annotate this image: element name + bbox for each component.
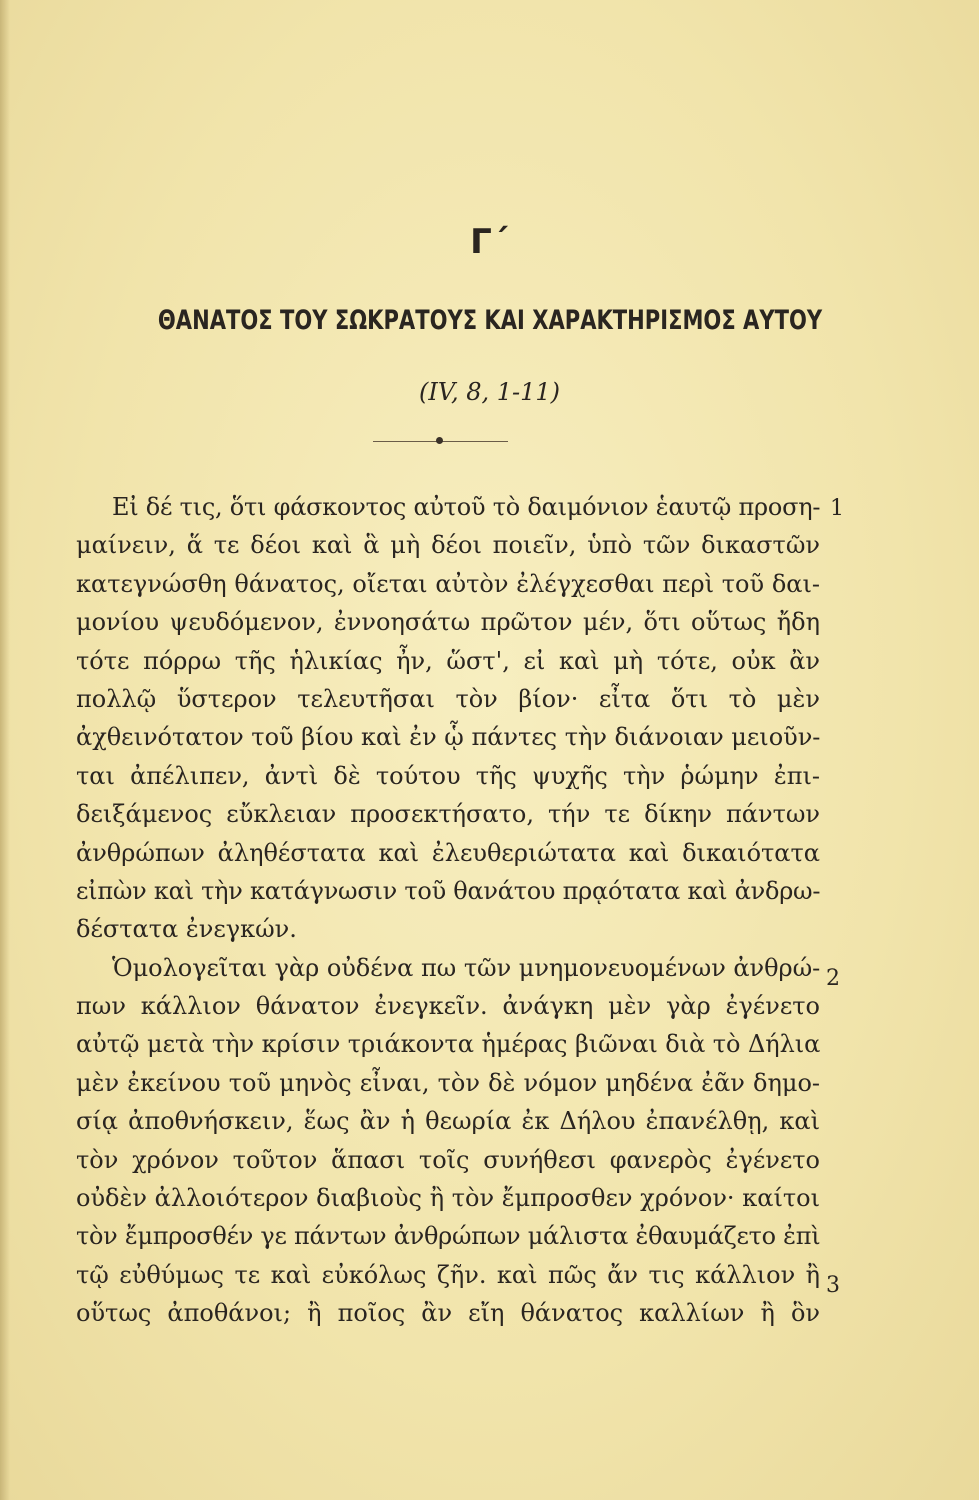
margin-section-number: 1 bbox=[830, 496, 844, 521]
body-text bbox=[76, 488, 820, 1333]
text-line: μαίνειν, ἅ τε δέοι καὶ ἃ μὴ δέοι ποιεῖν, ὑπὸ τῶν δικαστῶν bbox=[76, 531, 820, 560]
text-line: δέστατα ἐνεγκών. bbox=[76, 915, 297, 944]
text-line: Ὁμολογεῖται γὰρ οὐδένα πω τῶν μνημονευομένων ἀνθρώ- bbox=[112, 953, 821, 982]
margin-section-number: 2 bbox=[826, 966, 840, 991]
text-line: πων κάλλιον θάνατον ἐνεγκεῖν. ἀνάγκη μὲν γὰρ ἐγένετο bbox=[76, 992, 820, 1021]
text-line: μὲν ἐκείνου τοῦ μηνὸς εἶναι, τὸν δὲ νόμον μηδένα ἐᾶν δημο- bbox=[76, 1068, 820, 1097]
divider-ornament bbox=[436, 437, 443, 444]
text-line: Εἰ δέ τις, ὅτι φάσκοντος αὐτοῦ τὸ δαιμόνιον ἑαυτῷ προση- bbox=[111, 493, 821, 521]
chapter-title: ΘΑΝΑΤΟΣ ΤΟΥ ΣΩΚΡΑΤΟΥΣ ΚΑΙ ΧΑΡΑΚΤΗΡΙΣΜΟΣ ΑΥΤΟΥ bbox=[157, 305, 823, 336]
margin-section-number: 3 bbox=[826, 1273, 840, 1298]
text-line: τότε πόρρω τῆς ἡλικίας ἦν, ὥστ', εἰ καὶ μὴ τότε, οὐκ ἂν bbox=[76, 646, 820, 675]
source-reference: (IV, 8, 1-11) bbox=[418, 378, 561, 406]
text-line: οὕτως ἀποθάνοι; ἢ ποῖος ἂν εἴη θάνατος καλλίων ἢ ὃν bbox=[76, 1299, 820, 1328]
text-line: σίᾳ ἀποθνήσκειν, ἕως ἂν ἡ θεωρία ἐκ Δήλου ἐπανέλθῃ, καὶ bbox=[76, 1107, 820, 1136]
text-line: δειξάμενος εὔκλειαν προσεκτήσατο, τήν τε δίκην πάντων bbox=[76, 800, 820, 829]
text-line: κατεγνώσθη θάνατος, οἴεται αὐτὸν ἐλέγχεσθαι περὶ τοῦ δαι- bbox=[76, 569, 820, 598]
text-line: τὸν χρόνον τοῦτον ἅπασι τοῖς συνήθεσι φανερὸς ἐγένετο bbox=[76, 1145, 820, 1174]
text-line: οὐδὲν ἀλλοιότερον διαβιοὺς ἢ τὸν ἔμπροσθεν χρόνον· καίτοι bbox=[76, 1184, 820, 1213]
chapter-number: Γ΄ bbox=[470, 222, 509, 262]
text-line: ται ἀπέλιπεν, ἀντὶ δὲ τούτου τῆς ψυχῆς τὴν ῥώμην ἐπι- bbox=[76, 761, 820, 790]
text-line: πολλῷ ὕστερον τελευτῆσαι τὸν βίον· εἶτα ὅτι τὸ μὲν bbox=[76, 684, 820, 713]
text-line: εἰπὼν καὶ τὴν κατάγνωσιν τοῦ θανάτου πρᾳότατα καὶ ἀνδρω- bbox=[76, 876, 821, 905]
text-line: τῷ εὐθύμως τε καὶ εὐκόλως ζῆν. καὶ πῶς ἄν τις κάλλιον ἢ bbox=[76, 1260, 820, 1289]
text-line: ἀνθρώπων ἀληθέστατα καὶ ἐλευθεριώτατα καὶ δικαιότατα bbox=[76, 838, 820, 867]
text-line: τὸν ἔμπροσθέν γε πάντων ἀνθρώπων μάλιστα ἐθαυμάζετο ἐπὶ bbox=[76, 1222, 821, 1251]
text-line: μονίου ψευδόμενον, ἐννοησάτω πρῶτον μέν, ὅτι οὕτως ἤδη bbox=[76, 608, 820, 637]
text-line: ἀχθεινότατον τοῦ βίου καὶ ἐν ᾧ πάντες τὴν διάνοιαν μειοῦν- bbox=[76, 723, 821, 752]
text-line: αὐτῷ μετὰ τὴν κρίσιν τριάκοντα ἡμέρας βιῶναι διὰ τὸ Δήλια bbox=[76, 1030, 821, 1059]
